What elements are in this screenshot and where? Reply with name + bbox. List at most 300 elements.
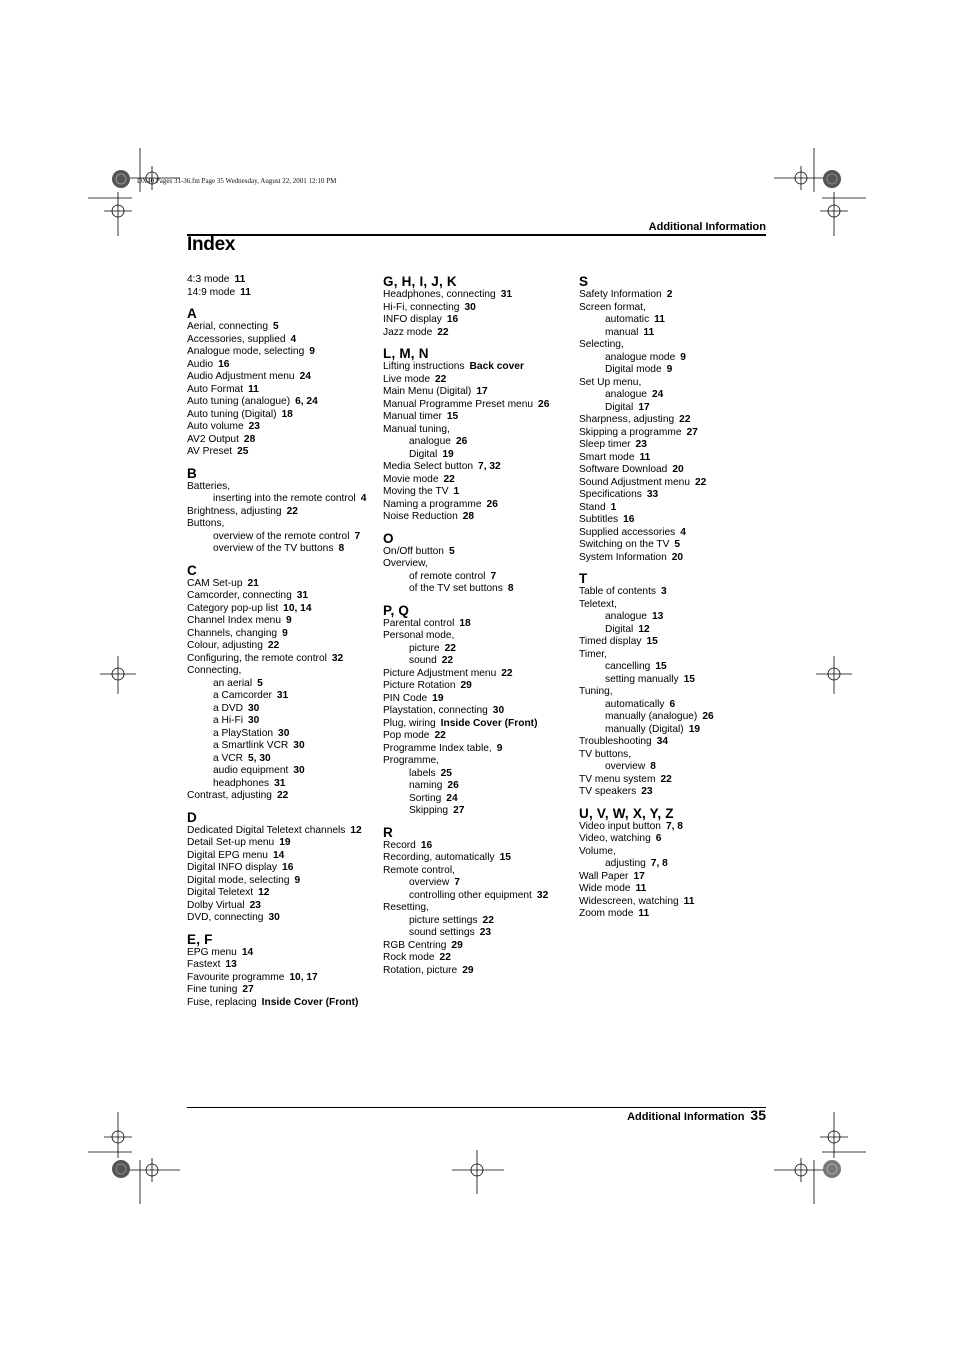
index-page-ref: 7 (454, 877, 460, 888)
index-letter-heading: G, H, I, J, K (383, 274, 457, 289)
index-term: Digital mode (605, 364, 662, 375)
index-entry (383, 289, 573, 302)
index-page-ref: 15 (499, 852, 511, 863)
index-page-ref: 9 (666, 364, 673, 375)
index-term: Sorting (409, 792, 442, 804)
index-entry (579, 477, 769, 490)
index-term: Noise Reduction (383, 511, 458, 522)
index-page-ref: Back cover (469, 361, 524, 372)
index-page-ref: 14 (241, 946, 254, 958)
index-term: TV menu system (579, 773, 656, 785)
index-entry (187, 850, 377, 863)
index-term: Rotation, picture (383, 964, 458, 976)
index-term: Digital INFO display (187, 862, 278, 873)
index-term: Lifting instructions (383, 361, 465, 372)
index-term: Switching on the TV (579, 539, 670, 550)
index-page-ref: 30 (248, 702, 260, 714)
index-page-ref: 31 (276, 690, 289, 701)
index-page-ref: 25 (237, 446, 249, 457)
index-term: Programme, (383, 755, 440, 766)
index-term: Channel Index menu (187, 615, 282, 626)
index-term: Category pop-up list (187, 602, 279, 614)
index-page-ref: 11 (635, 883, 647, 894)
index-term: Troubleshooting (579, 736, 652, 747)
index-term: labels (409, 767, 436, 779)
index-page-ref: 23 (479, 927, 492, 938)
index-page-ref: 12 (638, 623, 650, 635)
index-subentry (187, 543, 377, 556)
index-column-1 (187, 274, 377, 1009)
index-subentry (579, 858, 769, 871)
index-entry (383, 680, 573, 693)
index-entry (383, 718, 573, 731)
index-term: Zoom mode (579, 908, 634, 919)
index-term: analogue (605, 611, 647, 622)
index-page-ref: 5 (674, 539, 681, 550)
index-term: Volume, (579, 845, 616, 857)
index-entry (383, 618, 573, 631)
index-subentry (383, 449, 573, 462)
index-page-ref: 1 (610, 501, 617, 513)
index-term: Specifications (579, 489, 642, 500)
index-page-ref: 22 (660, 773, 672, 785)
index-page-ref: 22 (441, 655, 454, 666)
index-term: Picture Rotation (383, 680, 456, 691)
index-term: Timed display (579, 636, 642, 647)
index-entry (187, 862, 377, 875)
index-term: EPG menu (187, 946, 237, 958)
index-subentry (383, 890, 573, 903)
index-entry (579, 871, 769, 884)
index-term: a Smartlink VCR (213, 740, 289, 751)
index-entry (187, 615, 377, 628)
index-entry (383, 940, 573, 953)
index-page-ref: 10, 17 (289, 971, 318, 983)
index-page-ref: 31 (296, 590, 309, 601)
index-entry (579, 377, 769, 390)
index-term: inserting into the remote control (213, 493, 356, 504)
index-term: Fine tuning (187, 984, 238, 995)
index-entry (579, 883, 769, 896)
index-entry (383, 374, 573, 387)
index-page-ref: 15 (446, 411, 459, 422)
index-subentry (383, 915, 573, 928)
index-letter-heading: T (579, 571, 588, 586)
index-entry (383, 558, 573, 571)
index-page-ref: 5 (448, 545, 455, 557)
index-entry (579, 514, 769, 527)
index-term: Sharpness, adjusting (579, 414, 675, 425)
index-subentry (187, 765, 377, 778)
index-entry (579, 339, 769, 352)
index-page-ref: 15 (683, 673, 695, 685)
index-page-ref: 22 (443, 473, 455, 485)
index-term: Dedicated Digital Teletext channels (187, 824, 346, 836)
index-entry (187, 384, 377, 397)
index-term: a DVD (213, 702, 244, 714)
index-subentry (579, 699, 769, 712)
index-page-ref: 22 (267, 640, 280, 651)
index-term: Live mode (383, 373, 431, 385)
index-term: of the TV set buttons (409, 583, 503, 594)
index-term: DVD, connecting (187, 912, 264, 923)
index-term: Table of contents (579, 586, 657, 597)
index-entry (383, 511, 573, 524)
index-term: PIN Code (383, 692, 428, 704)
header-rule (187, 234, 766, 236)
index-letter-heading: R (383, 824, 393, 840)
index-entry (383, 743, 573, 756)
index-term: Picture Adjustment menu (383, 667, 497, 679)
index-entry (383, 705, 573, 718)
index-page-ref: 27 (686, 426, 698, 438)
index-term: Contrast, adjusting (187, 790, 272, 801)
index-term: headphones (213, 777, 270, 789)
index-page-ref: 6 (655, 833, 662, 844)
index-entry (383, 693, 573, 706)
index-term: Skipping a programme (579, 426, 682, 438)
index-term: cancelling (605, 661, 651, 672)
index-entry (579, 289, 769, 302)
index-column-3 (579, 274, 769, 921)
index-entry (187, 481, 377, 494)
index-term: Digital EPG menu (187, 849, 268, 861)
index-term: Audio Adjustment menu (187, 371, 295, 382)
index-term: analogue mode (605, 351, 676, 363)
index-entry (579, 686, 769, 699)
index-term: Stand (579, 501, 606, 513)
running-header: Additional Information (648, 221, 766, 233)
index-term: Hi-Fi, connecting (383, 301, 460, 313)
index-entry (383, 630, 573, 643)
index-entry (579, 427, 769, 440)
index-term: overview (605, 761, 646, 772)
index-term: Widescreen, watching (579, 895, 679, 907)
index-term: Programme Index table, (383, 742, 492, 754)
index-page-ref: 8 (650, 761, 656, 772)
index-page-ref: 22 (679, 414, 691, 425)
index-entry (187, 590, 377, 603)
index-page-ref: 6, 24 (295, 396, 318, 407)
index-page-ref: 9 (496, 742, 503, 754)
index-page-ref: 1 (453, 486, 460, 497)
index-subentry (383, 436, 573, 449)
index-entry (187, 506, 377, 519)
index-entry (579, 736, 769, 749)
index-page-ref: 5, 30 (248, 752, 271, 764)
index-term: manually (Digital) (605, 723, 684, 735)
index-entry (187, 274, 377, 287)
index-term: Safety Information (579, 289, 662, 300)
index-page-ref: 29 (451, 939, 463, 951)
index-entry (579, 636, 769, 649)
index-page-ref: 31 (274, 777, 286, 789)
index-page-ref: 22 (444, 642, 456, 654)
index-subentry (579, 389, 769, 402)
index-term: Auto Format (187, 383, 244, 395)
index-entry (187, 984, 377, 997)
index-term: Audio (187, 358, 214, 370)
index-page-ref: 23 (635, 439, 647, 450)
index-entry (383, 461, 573, 474)
index-page-ref: 24 (446, 792, 458, 804)
index-entry (383, 411, 573, 424)
index-entry (187, 603, 377, 616)
index-page-ref: 3 (661, 586, 667, 597)
index-entry (579, 833, 769, 846)
index-entry (187, 334, 377, 347)
index-term: picture (409, 642, 440, 654)
index-page-ref: 30 (293, 765, 305, 776)
index-page-ref: 4 (360, 493, 367, 504)
page-number: 35 (750, 1107, 766, 1123)
index-page-ref: 24 (299, 371, 311, 382)
index-page-ref: 9 (294, 874, 301, 886)
index-term: Moving the TV (383, 486, 449, 497)
index-entry (383, 474, 573, 487)
index-term: CAM Set-up (187, 577, 243, 589)
index-term: Playstation, connecting (383, 705, 488, 716)
index-entry (187, 287, 377, 300)
index-term: overview (409, 877, 450, 888)
index-subentry (579, 314, 769, 327)
index-term: Colour, adjusting (187, 640, 263, 651)
index-page-ref: 9 (309, 346, 315, 357)
index-term: Supplied accessories (579, 526, 676, 538)
index-page-ref: 29 (462, 964, 474, 976)
index-term: Detail Set-up menu (187, 837, 275, 848)
index-letter-heading: S (579, 274, 589, 289)
index-page-ref: 9 (680, 351, 686, 363)
index-entry (187, 409, 377, 422)
index-entry (187, 912, 377, 925)
index-subentry (383, 643, 573, 656)
index-page-ref: 12 (350, 824, 362, 836)
index-page-ref: 18 (459, 617, 471, 629)
index-subentry (579, 674, 769, 687)
index-term: naming (409, 780, 443, 791)
index-term: Fastext (187, 959, 221, 970)
index-page-ref: 11 (683, 895, 695, 907)
index-term: Auto tuning (analogue) (187, 396, 291, 407)
index-subentry (579, 402, 769, 415)
index-page-ref: 33 (646, 489, 659, 500)
index-entry (383, 965, 573, 978)
index-letter-heading: A (187, 306, 197, 321)
index-term: Digital Teletext (187, 887, 254, 898)
index-page-ref: 28 (243, 433, 256, 445)
index-page-ref: 20 (672, 464, 684, 475)
index-term: Connecting, (187, 665, 242, 676)
index-page-ref: 22 (286, 505, 298, 517)
page-title: Index (187, 234, 236, 255)
running-footer (627, 1107, 766, 1123)
index-page-ref: 11 (638, 908, 650, 919)
index-entry (187, 653, 377, 666)
index-page-ref: 30 (464, 301, 476, 313)
index-entry (383, 314, 573, 327)
index-term: On/Off button (383, 545, 444, 557)
index-term: Video, watching (579, 833, 651, 844)
index-entry (579, 908, 769, 921)
index-term: AV2 Output (187, 433, 239, 445)
index-term: 4:3 mode (187, 274, 230, 285)
index-subentry (383, 583, 573, 596)
index-page-ref: 30 (278, 727, 290, 739)
index-term: Manual Programme Preset menu (383, 398, 534, 410)
index-term: Configuring, the remote control (187, 652, 327, 664)
index-page-ref: 26 (455, 436, 468, 447)
index-page-ref: 19 (442, 448, 454, 460)
index-term: 14:9 mode (187, 286, 236, 298)
index-entry (187, 359, 377, 372)
index-entry (383, 424, 573, 437)
index-page-ref: 28 (462, 511, 475, 522)
index-term: Digital (605, 623, 634, 635)
index-term: manually (analogue) (605, 711, 698, 722)
index-subentry (579, 661, 769, 674)
index-term: Selecting, (579, 339, 624, 350)
index-subentry (187, 531, 377, 544)
index-term: overview of the TV buttons (213, 543, 334, 554)
index-page-ref: 22 (439, 952, 451, 963)
index-term: a Camcorder (213, 690, 272, 701)
index-page-ref: 19 (432, 692, 444, 704)
index-page-ref: 20 (671, 551, 684, 563)
index-term: Aerial, connecting (187, 321, 268, 332)
index-subentry (383, 877, 573, 890)
index-letter-heading: L, M, N (383, 346, 429, 361)
index-term: analogue (409, 436, 451, 447)
index-entry (187, 665, 377, 678)
index-page-ref: 18 (281, 408, 293, 420)
index-page-ref: Inside Cover (Front) (440, 717, 538, 729)
index-subentry (187, 703, 377, 716)
index-term: Resetting, (383, 902, 429, 913)
index-term: Software Download (579, 464, 668, 475)
index-subentry (383, 571, 573, 584)
index-page-ref: 32 (331, 652, 344, 664)
index-page-ref: 26 (447, 780, 459, 791)
index-entry (383, 840, 573, 853)
index-entry (187, 628, 377, 641)
index-term: Headphones, connecting (383, 289, 496, 300)
index-page-ref: 30 (268, 912, 280, 923)
index-subentry (187, 678, 377, 691)
index-entry (187, 959, 377, 972)
index-page-ref: 22 (482, 914, 494, 926)
index-term: sound settings (409, 927, 475, 938)
index-term: Timer, (579, 648, 607, 660)
index-term: manual (605, 326, 639, 338)
index-letter-heading: D (187, 809, 197, 825)
index-page-ref: 16 (282, 862, 294, 873)
index-entry (383, 865, 573, 878)
index-page-ref: 11 (639, 451, 651, 463)
index-entry (579, 896, 769, 909)
index-term: RGB Centring (383, 939, 447, 951)
index-term: Sound Adjustment menu (579, 476, 691, 488)
index-term: Rock mode (383, 952, 435, 963)
index-entry (579, 439, 769, 452)
print-slug: DX40 Pages 31-36.fm Page 35 Wednesday, August 22, 2001 12:10 PM (137, 177, 337, 185)
footer-section: Additional Information (627, 1111, 745, 1123)
index-term: Auto volume (187, 421, 244, 432)
index-entry (579, 452, 769, 465)
index-term: of remote control (409, 570, 486, 582)
index-entry (383, 399, 573, 412)
index-entry (187, 825, 377, 838)
index-term: a VCR (213, 752, 244, 764)
index-term: Skipping (409, 805, 449, 816)
index-term: TV buttons, (579, 748, 632, 760)
index-page-ref: 11 (234, 274, 246, 285)
index-term: Accessories, supplied (187, 333, 286, 345)
index-term: Brightness, adjusting (187, 505, 282, 517)
index-entry (383, 546, 573, 559)
index-page-ref: 17 (476, 386, 488, 397)
index-term: INFO display (383, 314, 442, 325)
index-term: Analogue mode, selecting (187, 346, 305, 357)
index-entry (383, 486, 573, 499)
index-subentry (383, 655, 573, 668)
index-subentry (187, 715, 377, 728)
index-page-ref: 31 (500, 289, 513, 300)
index-page-ref: 13 (225, 959, 237, 970)
index-term: Screen format, (579, 301, 646, 313)
index-term: Auto tuning (Digital) (187, 408, 277, 420)
index-term: automatically (605, 698, 665, 710)
index-subentry (187, 753, 377, 766)
index-term: sound (409, 655, 437, 666)
index-page-ref: 30 (293, 740, 305, 751)
index-page-ref: 24 (651, 389, 664, 400)
index-subentry (187, 740, 377, 753)
index-entry (187, 640, 377, 653)
index-subentry (579, 352, 769, 365)
index-page-ref: 6 (669, 698, 676, 710)
index-page-ref: 23 (249, 899, 261, 911)
index-page-ref: 7, 8 (650, 858, 668, 869)
index-page-ref: 34 (656, 736, 669, 747)
index-letter-heading: B (187, 465, 197, 481)
index-entry (383, 902, 573, 915)
index-subentry (579, 327, 769, 340)
index-page-ref: 17 (633, 870, 645, 882)
index-entry (579, 774, 769, 787)
index-entry (579, 599, 769, 612)
index-term: Manual timer (383, 411, 442, 422)
index-term: audio equipment (213, 765, 289, 776)
index-page-ref: 4 (680, 526, 686, 538)
index-entry (579, 527, 769, 540)
index-term: TV speakers (579, 786, 637, 797)
index-subentry (579, 624, 769, 637)
index-term: overview of the remote control (213, 530, 350, 542)
index-page-ref: 26 (702, 711, 714, 722)
index-page-ref: 16 (218, 358, 230, 370)
index-page-ref: 11 (248, 383, 259, 395)
index-page-ref: 23 (248, 421, 260, 432)
index-term: Set Up menu, (579, 376, 642, 388)
index-term: Buttons, (187, 518, 225, 529)
index-term: AV Preset (187, 446, 233, 457)
index-page-ref: 32 (536, 889, 549, 901)
index-entry (579, 846, 769, 859)
index-page-ref: 5 (257, 677, 263, 689)
index-term: setting manually (605, 673, 679, 685)
index-term: Subtitles (579, 514, 619, 525)
